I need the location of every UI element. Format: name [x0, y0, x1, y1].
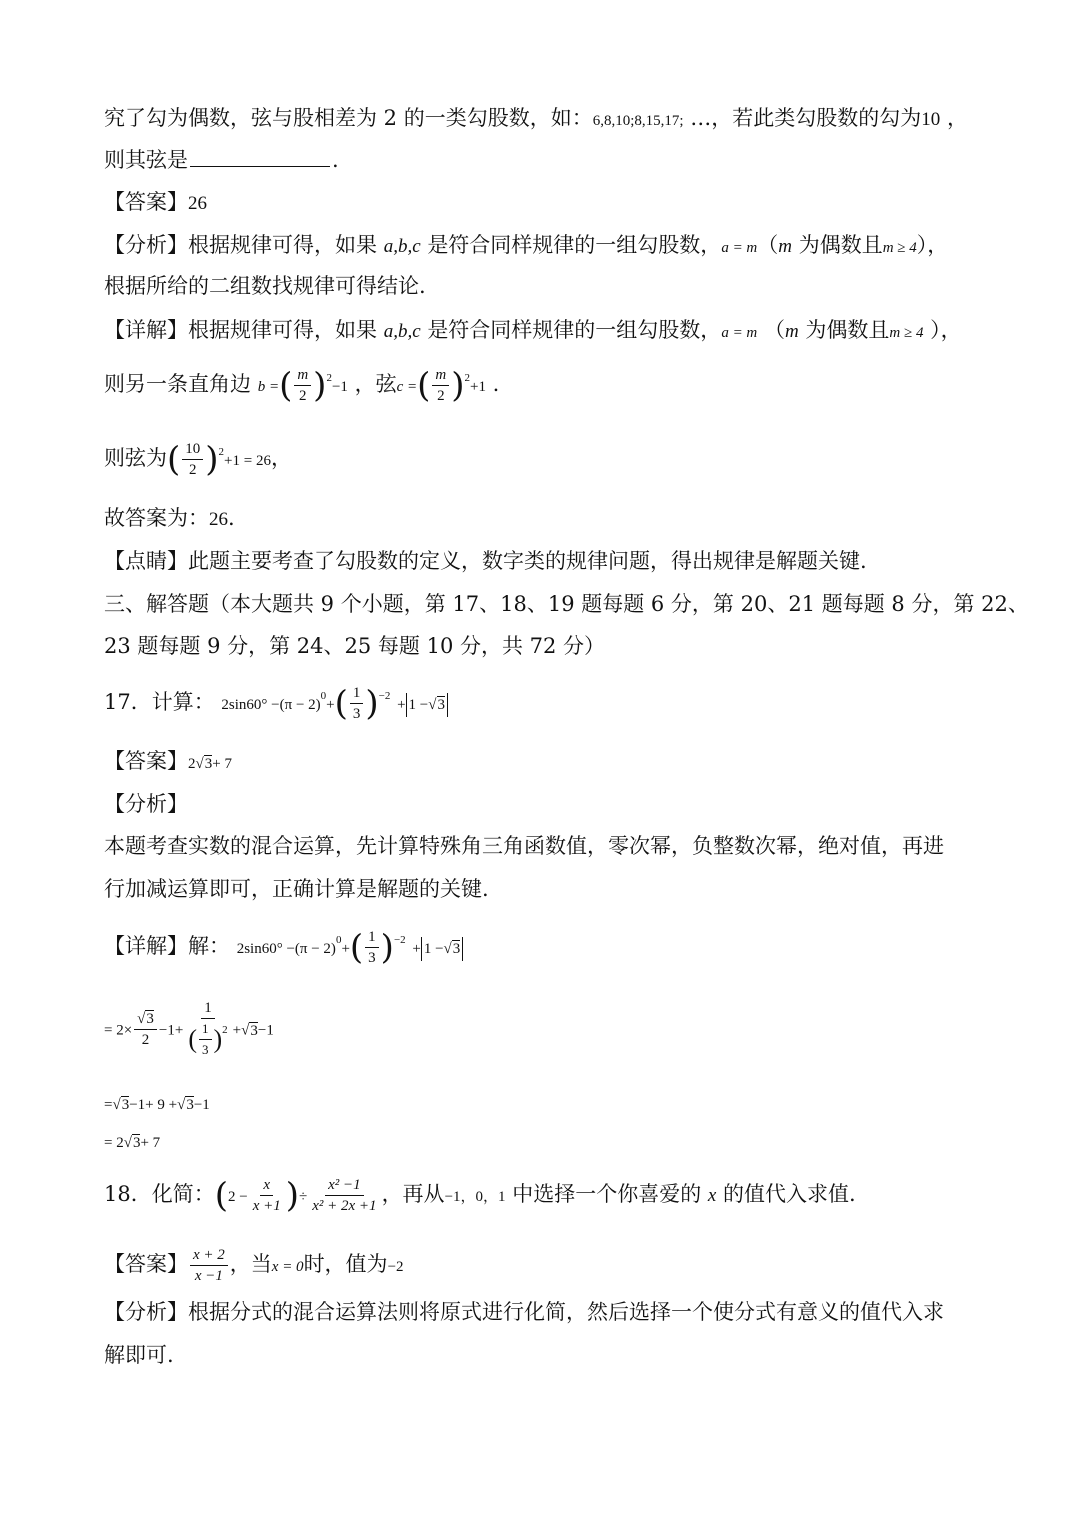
analysis-line [104, 875, 489, 903]
text-line [104, 146, 339, 174]
fraction: 1 ( $\frac{1}{3}$ )$^2$ [185, 998, 230, 1060]
formula-line [104, 362, 499, 409]
radicand: 3 [186, 1097, 194, 1113]
question-17 [104, 680, 448, 727]
math-expr: = [104, 1097, 113, 1113]
text: 则其弦是 [104, 148, 188, 172]
text: ）， [916, 233, 949, 257]
text: 的值代入求值. [723, 1182, 856, 1206]
math-expr: ÷ [299, 1189, 308, 1205]
answer-line [104, 1240, 404, 1291]
text: 究了勾为偶数，弦与股相差为 2 的一类勾股数，如： [104, 106, 593, 130]
paren: ) [451, 365, 465, 406]
text: ，再从 [381, 1182, 445, 1206]
paren: ) [365, 683, 379, 724]
radicand: 3 [250, 1022, 258, 1039]
paren: ( [167, 439, 181, 480]
answer-value: 26 [209, 509, 228, 530]
fraction [365, 927, 379, 968]
answer-blank [190, 148, 330, 167]
text: 本题考查实数的混合运算，先计算特殊角三角函数值，零次幂，负整数次幂，绝对值，再进 [104, 834, 944, 858]
answer-label: 【答案】 [104, 190, 188, 214]
radicand: 3 [121, 1097, 130, 1113]
paren: ) [205, 439, 219, 480]
denominator: 2 [437, 388, 445, 404]
detail-line [104, 924, 463, 971]
section-heading [104, 632, 605, 660]
math-expr: + [397, 697, 406, 713]
absolute-value: 1 −√3 [406, 693, 448, 717]
text: 此题主要考查了勾股数的定义，数字类的规律问题，得出规律是解题关键. [188, 549, 867, 573]
analysis-line [104, 272, 426, 300]
fraction [309, 1175, 379, 1216]
paren: ( [417, 365, 431, 406]
text: 中选择一个你喜爱的 [512, 1182, 702, 1206]
fraction [190, 1245, 228, 1286]
text: . [492, 372, 500, 396]
text-line [104, 504, 235, 534]
paren: ) [285, 1175, 300, 1216]
text: 故答案为： [104, 506, 209, 530]
numerator: x + 2 [190, 1245, 228, 1266]
exponent: −2 [378, 690, 391, 702]
denominator: 2 [141, 1031, 150, 1048]
detail-line [104, 316, 962, 347]
text: 23 题每题 9 分，第 24、25 每题 10 分，共 72 分） [104, 634, 606, 658]
math-expr: −1+ [158, 1022, 184, 1039]
math-expr: −2 [387, 1259, 404, 1275]
math-expr: a = m [721, 240, 758, 256]
text: 根据规律可得，如果 [188, 318, 377, 342]
text: 是符合同样规律的一组勾股数， [427, 318, 722, 342]
math-expr: + 7 [140, 1135, 161, 1151]
paren: ) [313, 365, 327, 406]
text-line [104, 104, 968, 135]
math-expr: −1 [331, 379, 348, 395]
denominator: 3 [352, 706, 361, 722]
math-expr: b = [257, 379, 280, 395]
formula-line [104, 436, 292, 483]
number: 10 [921, 109, 941, 130]
math-expr: 2 − [228, 1189, 248, 1205]
text: ， [946, 106, 968, 130]
note-line [104, 547, 867, 575]
math-expr: + [412, 941, 421, 957]
analysis-line [104, 832, 944, 860]
text: ）， [930, 318, 962, 342]
numerator: x [260, 1175, 273, 1196]
analysis-line [104, 790, 188, 818]
exponent: 2 [218, 446, 225, 458]
radicand: 3 [437, 697, 445, 713]
fraction [294, 365, 311, 406]
text: ，弦 [354, 372, 397, 396]
numerator: m [432, 365, 449, 386]
analysis-label: 【分析】 [104, 792, 188, 816]
math-expr: 2sin60° −(π − 2) [236, 941, 336, 957]
denominator: x² + 2x +1 [312, 1198, 377, 1214]
text: 时，值为 [303, 1252, 388, 1276]
fraction [432, 365, 449, 406]
math-expr: 2sin60° −(π − 2) [221, 697, 321, 713]
math-var: m [778, 236, 793, 257]
math-expr: a = m [721, 325, 758, 341]
math-expr: −1，0，1 [444, 1189, 506, 1205]
analysis-line [104, 1341, 174, 1369]
numerator: 1 [365, 927, 379, 948]
exponent: 2 [326, 372, 332, 384]
analysis-label: 【分析】 [104, 1300, 188, 1324]
radicand: 3 [452, 941, 461, 957]
math-expr: x = 0 [271, 1259, 304, 1275]
text: 则另一条直角边 [104, 372, 251, 396]
exponent: −2 [393, 934, 406, 946]
math-expr: +1 = 26 [224, 453, 271, 469]
denominator: x −1 [194, 1268, 223, 1284]
numerator: 10 [182, 439, 203, 460]
text: …，若此类勾股数的勾为 [690, 106, 922, 130]
text: . [228, 506, 235, 530]
paren: ( [349, 927, 364, 968]
exponent: 2 [464, 372, 470, 384]
text: ，当 [229, 1252, 272, 1276]
math-expr: −1 [193, 1097, 210, 1113]
question-label: 18．化简： [104, 1182, 215, 1206]
step-line: = 2√3+ 7 [104, 1135, 161, 1151]
numerator: 1 [199, 1019, 212, 1040]
math-expr: m ≥ 4 [889, 325, 924, 341]
absolute-value: 1 −√3 [421, 937, 463, 961]
math-var: x [707, 1185, 717, 1206]
radicand: 3 [146, 1010, 154, 1027]
text: 是符合同样规律的一组勾股数， [427, 233, 722, 257]
math-expr: = 2 [104, 1135, 124, 1151]
text: 三、解答题（本大题共 9 个小题，第 17、18、19 题每题 6 分，第 20、21 题每题 8 分，第 22、 [104, 592, 1029, 616]
text: 根据规律可得，如果 [188, 233, 377, 257]
fraction [182, 439, 203, 480]
text: ， [270, 446, 292, 470]
math-expr: −1 [257, 1022, 274, 1039]
numerator: x² −1 [325, 1175, 364, 1196]
numerator: m [294, 365, 311, 386]
question-18 [104, 1170, 856, 1221]
math-expr: 1 − [408, 697, 429, 713]
text: 根据所给的二组数找规律可得结论. [104, 274, 426, 298]
text: 解即可. [104, 1343, 174, 1367]
radicand: 3 [204, 756, 213, 772]
math-var: a,b,c [383, 236, 421, 257]
fraction: $\frac{√3}{2}$ [134, 1009, 157, 1050]
detail-label: 【详解】解： [104, 934, 230, 958]
paren: ( [214, 1175, 228, 1216]
math-expr: 1 − [423, 941, 444, 957]
denominator: 3 [368, 950, 376, 966]
answer-label: 【答案】 [104, 1252, 188, 1276]
paren: ( [279, 365, 293, 406]
step-line: =√3−1+ 9 +√3−1 [104, 1097, 210, 1113]
analysis-line [104, 1298, 944, 1326]
math-expr: = 2× [104, 1022, 133, 1039]
answer-line: 【答案】2√3+ 7 [104, 749, 232, 773]
analysis-line [104, 231, 948, 262]
text: 行加减运算即可，正确计算是解题的关键. [104, 877, 489, 901]
text: （ [757, 233, 779, 257]
paren: ) [380, 927, 394, 968]
section-heading [104, 590, 1029, 618]
exponent: 0 [335, 934, 342, 946]
denominator: 2 [189, 462, 197, 478]
math-expr: +1 [470, 379, 486, 395]
numerator: 1 [350, 683, 364, 704]
note-label: 【点睛】 [104, 549, 188, 573]
exponent: 0 [320, 690, 327, 702]
math-expr: 2 [188, 756, 196, 772]
math-var: m [784, 321, 799, 342]
fraction [350, 683, 364, 724]
denominator: 2 [299, 388, 307, 404]
step-line: = 2× $\frac{√3}{2}$ −1+ 1 ( $\frac{1}{3}$ )$^2$ +√3−1 [104, 998, 274, 1060]
exponent: 2 [222, 1024, 228, 1036]
fraction [250, 1175, 284, 1216]
answer-label: 【答案】 [104, 749, 188, 773]
math-expr: + [341, 941, 350, 957]
analysis-label: 【分析】 [104, 233, 188, 257]
text: . [332, 148, 339, 172]
detail-label: 【详解】 [104, 318, 188, 342]
denominator: x +1 [252, 1198, 281, 1214]
radicand: 3 [132, 1135, 141, 1151]
sequence: 6,8,10;8,15,17; [592, 113, 684, 129]
question-label: 17．计算： [104, 690, 215, 714]
math-expr: c = [396, 379, 418, 395]
text: （ [763, 318, 785, 342]
answer-value: 26 [188, 193, 207, 214]
paren: ( [334, 683, 348, 724]
math-var: a,b,c [383, 321, 421, 342]
math-expr: + [232, 1022, 242, 1039]
text: 根据分式的混合运算法则将原式进行化简，然后选择一个使分式有意义的值代入求 [188, 1300, 944, 1324]
math-expr: −1+ 9 + [129, 1097, 178, 1113]
math-expr: + 7 [212, 756, 232, 772]
denominator: 3 [202, 1042, 209, 1057]
text: 为偶数且 [805, 318, 890, 342]
text: 为偶数且 [798, 233, 883, 257]
math-expr: + [326, 697, 335, 713]
numerator: 1 [201, 998, 215, 1019]
answer-line [104, 188, 207, 218]
text: 则弦为 [104, 446, 167, 470]
math-expr: m ≥ 4 [882, 240, 917, 256]
